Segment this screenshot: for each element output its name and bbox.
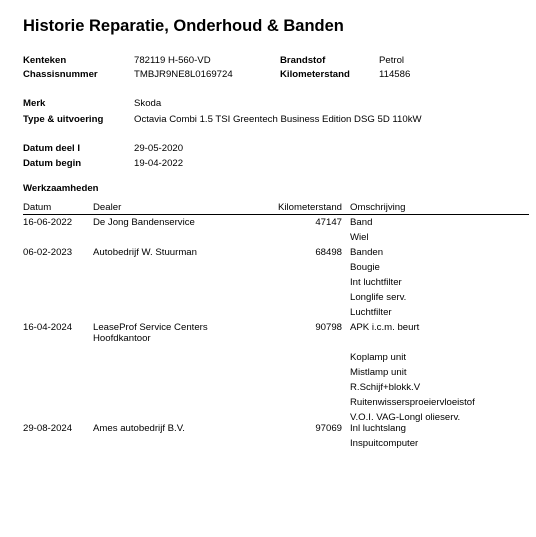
entry-dealer: LeaseProf Service Centers: [93, 322, 208, 333]
entry-km: 90798: [315, 322, 342, 333]
entry-dealer: De Jong Bandenservice: [93, 217, 195, 228]
chassis-label: Chassisnummer: [23, 69, 98, 80]
entry-km: 47147: [315, 217, 342, 228]
datum-deel1-value: 29-05-2020: [134, 143, 184, 154]
entry-date: 06-02-2023: [23, 247, 73, 258]
column-header-km: Kilometerstand: [278, 202, 342, 213]
entry-km: 68498: [315, 247, 342, 258]
entry-description-item: Inspuitcomputer: [350, 438, 419, 449]
type-label: Type & uitvoering: [23, 114, 104, 125]
brandstof-label: Brandstof: [280, 55, 326, 66]
entry-date: 16-06-2022: [23, 217, 73, 228]
entry-description-item: Int luchtfilter: [350, 277, 402, 288]
km-value: 114586: [379, 69, 411, 80]
entry-description-item: Mistlamp unit: [350, 367, 407, 378]
entry-dealer: Hoofdkantoor: [93, 333, 151, 344]
entry-description-item: R.Schijf+blokk.V: [350, 382, 421, 393]
merk-value: Skoda: [134, 98, 162, 109]
datum-deel1-label: Datum deel I: [23, 143, 81, 154]
merk-label: Merk: [23, 98, 46, 109]
column-header-description: Omschrijving: [350, 202, 406, 213]
entry-description-item: Longlife serv.: [350, 292, 407, 303]
entry-description-item: Ruitenwissersproeiervloeistof: [350, 397, 475, 408]
datum-begin-value: 19-04-2022: [134, 158, 184, 169]
column-header-dealer: Dealer: [93, 202, 122, 213]
entry-description-item: Inl luchtslang: [350, 423, 406, 434]
km-label: Kilometerstand: [280, 69, 350, 80]
entry-description-item: Luchtfilter: [350, 307, 392, 318]
werkzaamheden-heading: Werkzaamheden: [23, 183, 99, 194]
entry-description-item: V.O.I. VAG-Longl olieserv.: [350, 412, 461, 423]
entry-date: 16-04-2024: [23, 322, 73, 333]
entry-km: 97069: [315, 423, 342, 434]
entry-dealer: Autobedrijf W. Stuurman: [93, 247, 197, 258]
datum-begin-label: Datum begin: [23, 158, 82, 169]
kenteken-label: Kenteken: [23, 55, 67, 66]
entry-description-item: Band: [350, 217, 373, 228]
entry-description-item: Banden: [350, 247, 384, 258]
entry-dealer: Ames autobedrijf B.V.: [93, 423, 185, 434]
column-header-date: Datum: [23, 202, 52, 213]
page-title: Historie Reparatie, Onderhoud & Banden: [23, 17, 344, 35]
entry-date: 29-08-2024: [23, 423, 73, 434]
entry-description-item: Wiel: [350, 232, 369, 243]
kenteken-value: 782119 H-560-VD: [134, 55, 211, 66]
entry-description-item: APK i.c.m. beurt: [350, 322, 420, 333]
header-divider: [23, 214, 529, 215]
chassis-value: TMBJR9NE8L0169724: [134, 69, 233, 80]
entry-description-item: Koplamp unit: [350, 352, 406, 363]
type-value: Octavia Combi 1.5 TSI Greentech Business Edition DSG 5D 110kW: [134, 114, 422, 125]
brandstof-value: Petrol: [379, 55, 405, 66]
entry-description-item: Bougie: [350, 262, 380, 273]
